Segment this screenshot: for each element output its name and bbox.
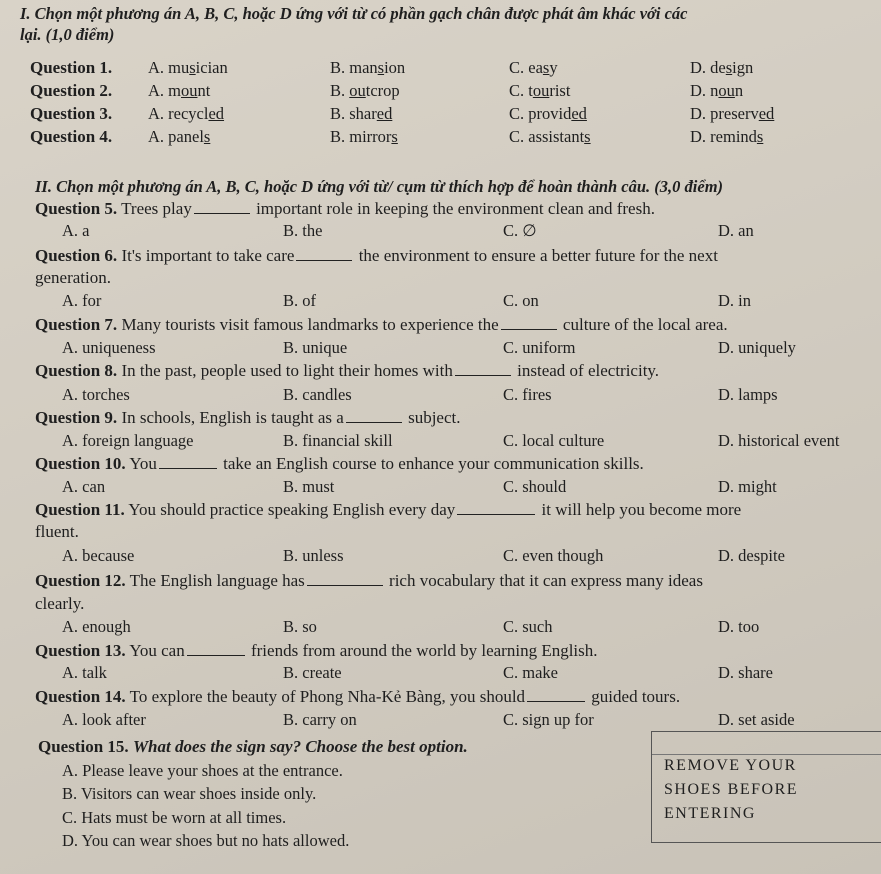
answer-option[interactable]: B. carry on bbox=[283, 710, 357, 729]
question-label: Question 12. bbox=[35, 571, 126, 590]
answer-option[interactable]: C. such bbox=[503, 617, 553, 636]
answer-option[interactable]: C. even though bbox=[503, 546, 604, 565]
question-label: Question 14. bbox=[35, 687, 126, 706]
sign-line-3: ENTERING bbox=[664, 805, 756, 822]
answer-option[interactable]: C. sign up for bbox=[503, 710, 594, 729]
answer-option[interactable]: A. foreign language bbox=[62, 431, 194, 450]
answer-option[interactable]: A. panels bbox=[148, 127, 211, 146]
answer-option[interactable]: A. musician bbox=[148, 58, 228, 77]
sign-line-2: SHOES BEFORE bbox=[664, 781, 799, 798]
question-11-cont: fluent. bbox=[35, 522, 79, 541]
answer-option[interactable]: B. mansion bbox=[330, 58, 406, 77]
question-label: Question 1. bbox=[30, 58, 113, 77]
answer-option[interactable]: A. for bbox=[62, 291, 102, 310]
question-label: Question 3. bbox=[30, 104, 113, 123]
question-7: Question 7. Many tourists visit famous landmarks to experience the culture of the local area. bbox=[35, 315, 728, 334]
answer-option[interactable]: A. talk bbox=[62, 663, 107, 682]
question-12-cont: clearly. bbox=[35, 594, 85, 613]
answer-option[interactable]: D. You can wear shoes but no hats allowed. bbox=[62, 831, 350, 850]
answer-option[interactable]: A. torches bbox=[62, 385, 130, 404]
answer-option[interactable]: A. a bbox=[62, 221, 90, 240]
answer-option[interactable]: A. mount bbox=[148, 81, 211, 100]
answer-option[interactable]: B. mirrors bbox=[330, 127, 398, 146]
question-15: Question 15. What does the sign say? Choose the best option. bbox=[38, 737, 468, 756]
question-14: Question 14. To explore the beauty of Phong Nha-Kẻ Bàng, you should guided tours. bbox=[35, 687, 681, 706]
answer-option[interactable]: C. on bbox=[503, 291, 539, 310]
answer-option[interactable]: C. local culture bbox=[503, 431, 605, 450]
section1-title: I. Chọn một phương án A, B, C, hoặc D ứng với từ có phần gạch chân được phát âm khác với các bbox=[20, 4, 688, 23]
answer-option[interactable]: B. financial skill bbox=[283, 431, 393, 450]
section2-title: II. Chọn một phương án A, B, C, hoặc D ứng với từ/ cụm từ thích hợp để hoàn thành câu. (3,0 điểm) bbox=[35, 177, 724, 196]
answer-option[interactable]: D. lamps bbox=[718, 385, 778, 404]
answer-option[interactable]: A. uniqueness bbox=[62, 338, 156, 357]
answer-option[interactable]: B. unique bbox=[283, 338, 348, 357]
answer-option[interactable]: A. recycled bbox=[148, 104, 225, 123]
answer-option[interactable]: A. look after bbox=[62, 710, 146, 729]
answer-option[interactable]: D. noun bbox=[690, 81, 744, 100]
answer-option[interactable]: D. design bbox=[690, 58, 754, 77]
answer-option[interactable]: B. create bbox=[283, 663, 342, 682]
answer-option[interactable]: A. enough bbox=[62, 617, 131, 636]
answer-option[interactable]: C. provided bbox=[509, 104, 587, 123]
question-8: Question 8. In the past, people used to light their homes with instead of electricity. bbox=[35, 361, 660, 380]
question-label: Question 11. bbox=[35, 500, 125, 519]
answer-option[interactable]: C. easy bbox=[509, 58, 558, 77]
answer-option[interactable]: B. must bbox=[283, 477, 335, 496]
answer-option[interactable]: B. of bbox=[283, 291, 316, 310]
question-label: Question 5. bbox=[35, 199, 118, 218]
question-label: Question 10. bbox=[35, 454, 126, 473]
question-12: Question 12. The English language has rich vocabulary that it can express many ideas bbox=[35, 571, 703, 590]
question-11: Question 11. You should practice speaking English every day it will help you become more bbox=[35, 500, 742, 519]
answer-option[interactable]: B. candles bbox=[283, 385, 352, 404]
answer-option[interactable]: B. unless bbox=[283, 546, 344, 565]
answer-option[interactable]: C. make bbox=[503, 663, 558, 682]
answer-option[interactable]: C. tourist bbox=[509, 81, 571, 100]
answer-option[interactable]: B. outcrop bbox=[330, 81, 400, 100]
question-label: Question 2. bbox=[30, 81, 113, 100]
answer-option[interactable]: C. uniform bbox=[503, 338, 576, 357]
answer-option[interactable]: D. an bbox=[718, 221, 754, 240]
question-label: Question 6. bbox=[35, 246, 118, 265]
answer-option[interactable]: A. Please leave your shoes at the entrance. bbox=[62, 761, 343, 780]
question-label: Question 15. bbox=[38, 737, 129, 756]
answer-option[interactable]: D. uniquely bbox=[718, 338, 796, 357]
answer-option[interactable]: D. historical event bbox=[718, 431, 840, 450]
question-label: Question 7. bbox=[35, 315, 118, 334]
answer-option[interactable]: C. fires bbox=[503, 385, 552, 404]
section1-title-cont: lại. (1,0 điểm) bbox=[20, 25, 115, 44]
question-6: Question 6. It's important to take care the environment to ensure a better future for the next bbox=[35, 246, 718, 265]
answer-option[interactable]: C. Hats must be worn at all times. bbox=[62, 808, 287, 827]
answer-option[interactable]: C. ∅ bbox=[503, 221, 537, 240]
answer-option[interactable]: B. so bbox=[283, 617, 317, 636]
answer-option[interactable]: D. share bbox=[718, 663, 773, 682]
answer-option[interactable]: C. assistants bbox=[509, 127, 591, 146]
answer-option[interactable]: A. can bbox=[62, 477, 106, 496]
question-label: Question 8. bbox=[35, 361, 118, 380]
question-label: Question 4. bbox=[30, 127, 113, 146]
question-5: Question 5. Trees play important role in keeping the environment clean and fresh. bbox=[35, 199, 655, 218]
answer-option[interactable]: D. despite bbox=[718, 546, 785, 565]
sign-line-1: REMOVE YOUR bbox=[664, 757, 797, 774]
answer-option[interactable]: B. the bbox=[283, 221, 323, 240]
answer-option[interactable]: D. preserved bbox=[690, 104, 775, 123]
question-9: Question 9. In schools, English is taught as a subject. bbox=[35, 408, 461, 427]
answer-option[interactable]: D. in bbox=[718, 291, 751, 310]
question-label: Question 9. bbox=[35, 408, 118, 427]
question-10: Question 10. You take an English course to enhance your communication skills. bbox=[35, 454, 644, 473]
question-label: Question 13. bbox=[35, 641, 126, 660]
question-13: Question 13. You can friends from around the world by learning English. bbox=[35, 641, 598, 660]
answer-option[interactable]: D. set aside bbox=[718, 710, 795, 729]
sign-image bbox=[651, 731, 881, 843]
answer-option[interactable]: B. shared bbox=[330, 104, 393, 123]
answer-option[interactable]: D. reminds bbox=[690, 127, 764, 146]
answer-option[interactable]: B. Visitors can wear shoes inside only. bbox=[62, 784, 317, 803]
answer-option[interactable]: C. should bbox=[503, 477, 567, 496]
answer-option[interactable]: D. might bbox=[718, 477, 777, 496]
answer-option[interactable]: A. because bbox=[62, 546, 135, 565]
answer-option[interactable]: D. too bbox=[718, 617, 760, 636]
question-6-cont: generation. bbox=[35, 268, 111, 287]
